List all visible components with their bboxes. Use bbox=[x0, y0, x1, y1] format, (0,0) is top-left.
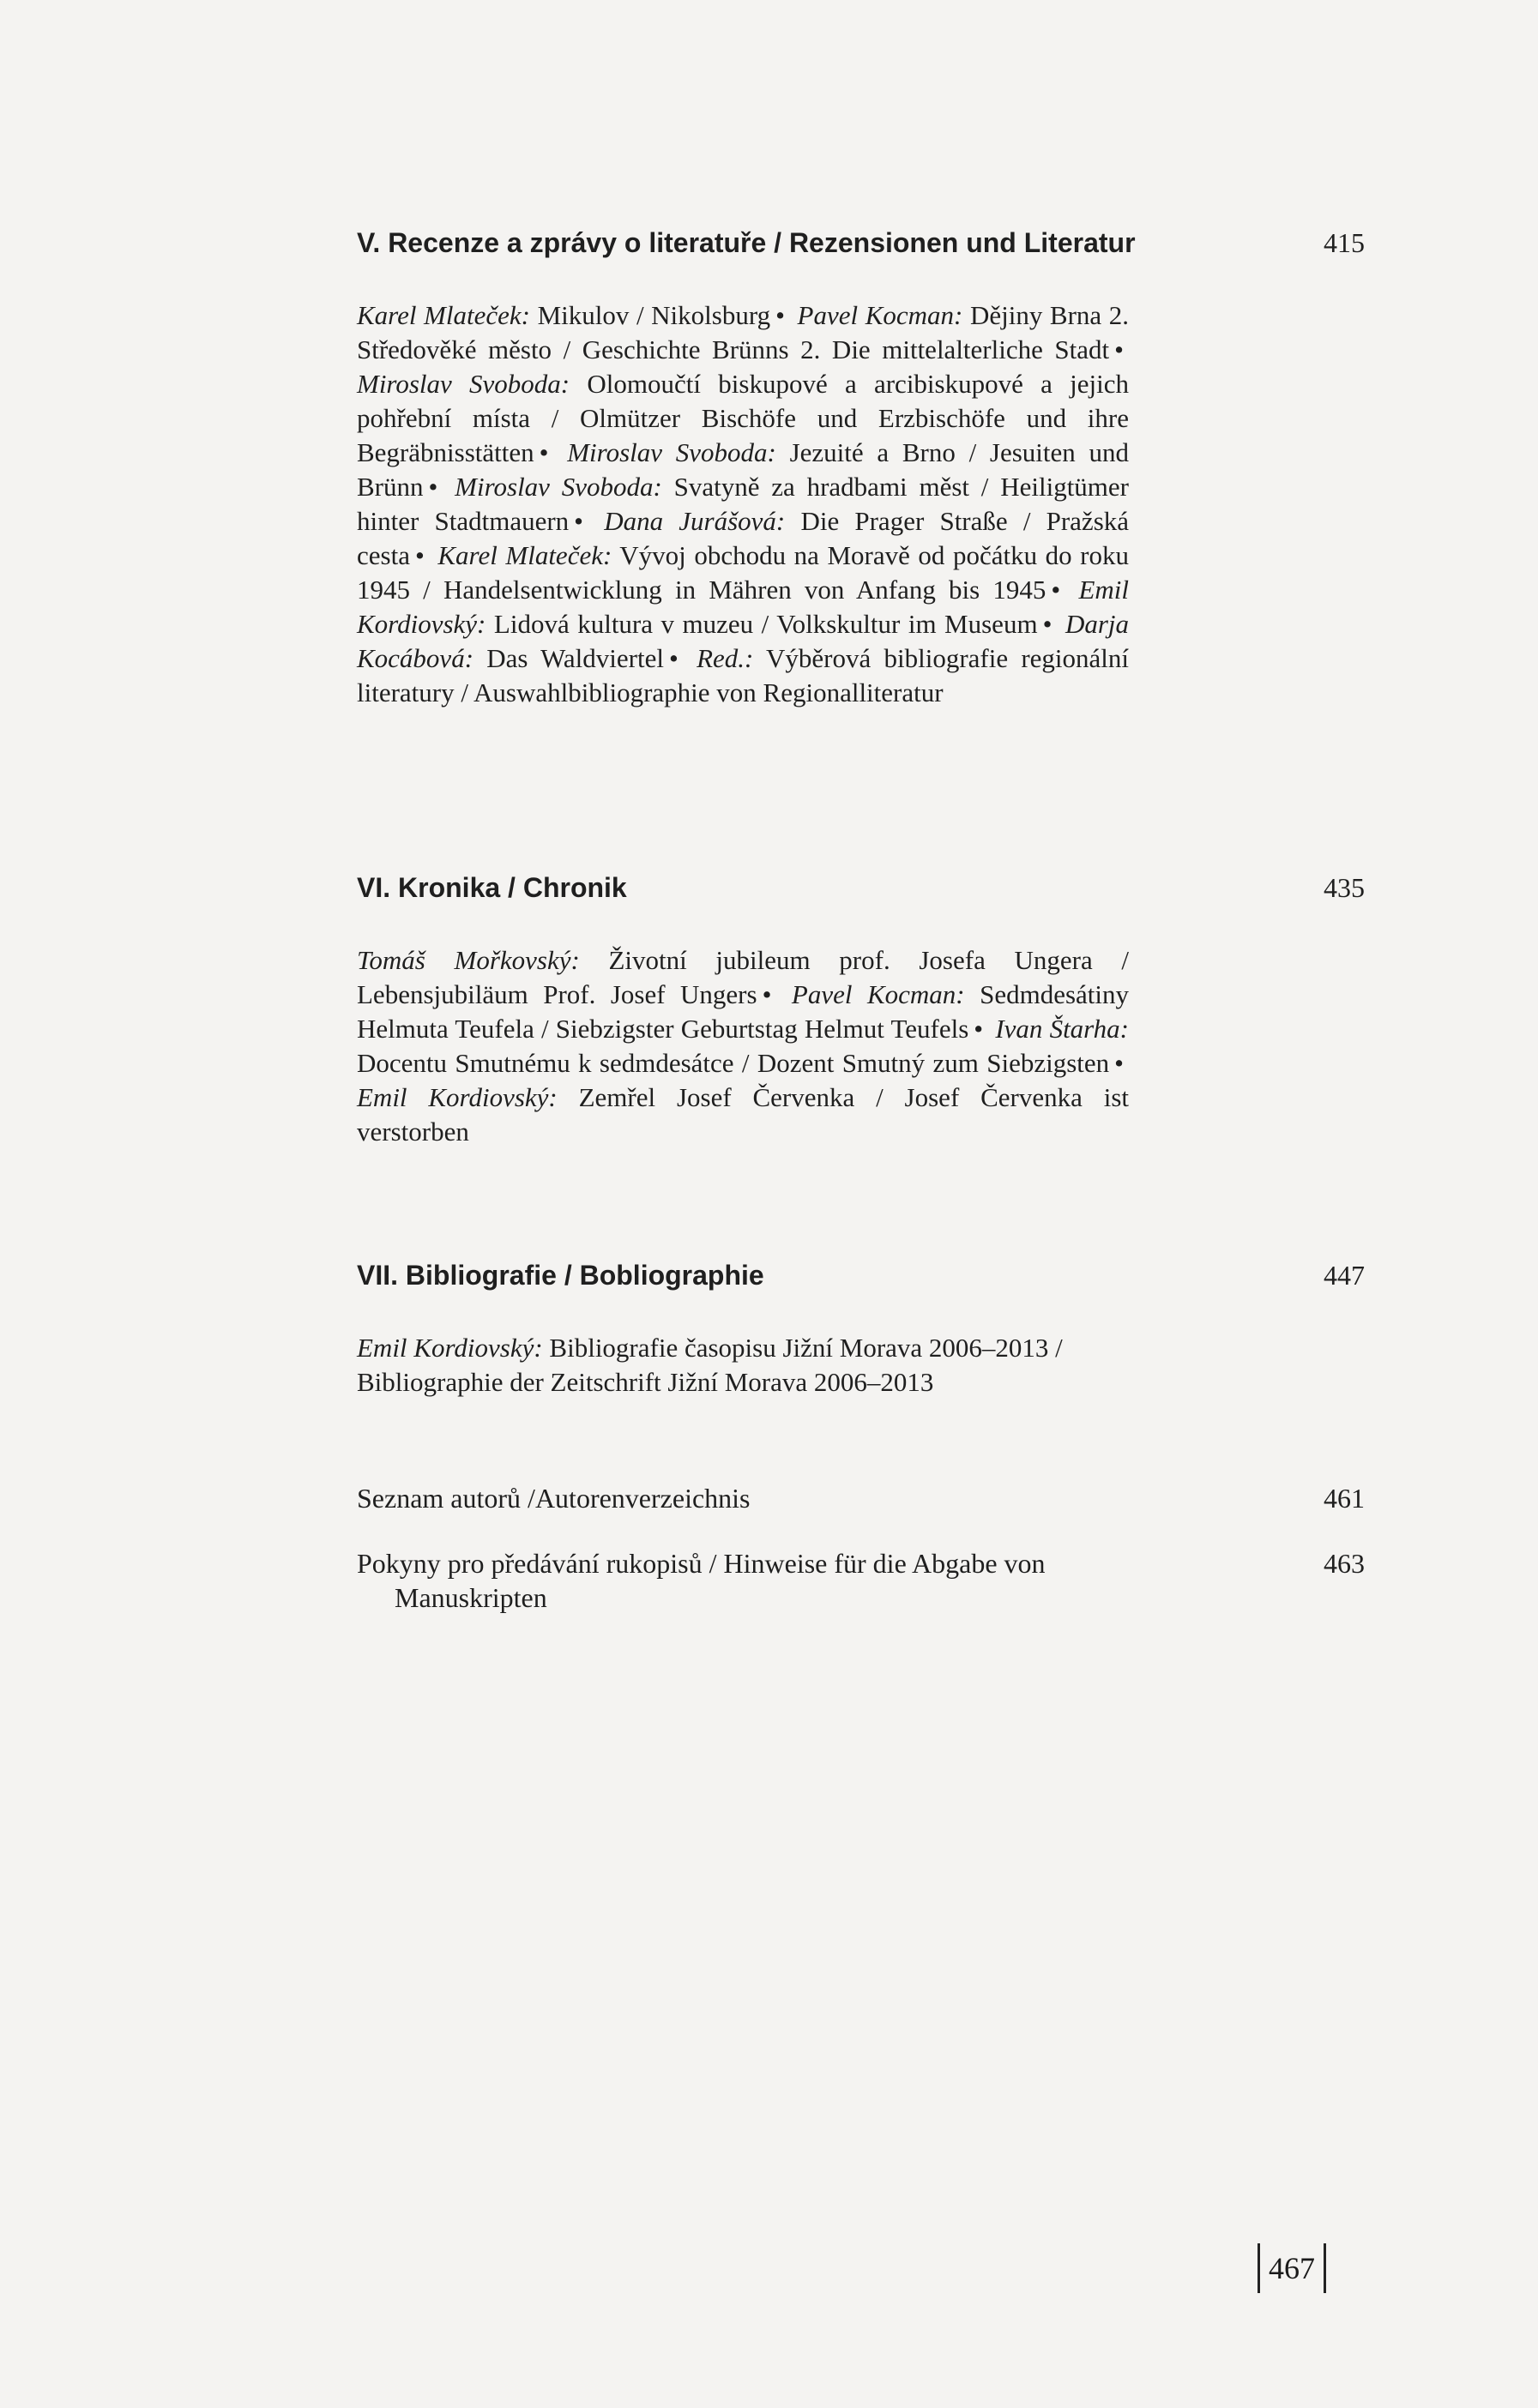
entry-title: Docentu Smutnému k sedmdesátce / Dozent Smutný zum Siebzigsten bbox=[357, 1048, 1110, 1078]
entry-title: Sedmdesátiny Helmuta Teufela / Siebzigster Geburtstag Helmut Teufels bbox=[357, 979, 1130, 1044]
bullet-separator: • bbox=[974, 1014, 984, 1044]
entry-author: Emil Kordiovský: bbox=[357, 1333, 543, 1363]
toc-entry-authors bbox=[357, 1481, 1365, 1515]
bullet-separator: • bbox=[1114, 1048, 1124, 1078]
entry-author: Karel Mlateček: bbox=[357, 300, 530, 330]
entry-author: Emil Kordiovský: bbox=[357, 575, 1129, 639]
entry-author: Pavel Kocman: bbox=[797, 300, 963, 330]
section-title: V. Recenze a zprávy o literatuře / Rezensionen und Literatur bbox=[357, 227, 1136, 258]
entry-title: Jezuité a Brno / Jesuiten und Brünn bbox=[357, 437, 1130, 502]
entry-title: Seznam autorů /Autorenverzeichnis bbox=[357, 1483, 751, 1514]
entry-title: Dějiny Brna 2. Středověké město / Geschichte Brünns 2. Die mittelalterliche Stadt bbox=[357, 300, 1130, 364]
entry-title: Olomoučtí biskupové a arcibiskupové a jejich pohřební místa / Olmützer Bischöfe und Erzbischöfe und ihre Begräbnisstätten bbox=[357, 369, 1130, 467]
entry-title: Výběrová bibliografie regionální literatury / Auswahlbibliographie von Regionalliteratur bbox=[357, 643, 1130, 707]
section-entries bbox=[357, 943, 1129, 1149]
entry-title: Pokyny pro předávání rukopisů / Hinweise für die Abgabe von Manuskripten bbox=[357, 1548, 1046, 1613]
bullet-separator: • bbox=[539, 437, 549, 467]
entry-page-number: 463 bbox=[1324, 1548, 1365, 1579]
section-entries bbox=[357, 298, 1129, 710]
section-entries bbox=[357, 1331, 1129, 1400]
entry-author: Ivan Štarha: bbox=[995, 1014, 1130, 1044]
bullet-separator: • bbox=[1042, 609, 1052, 639]
entry-author: Red.: bbox=[697, 643, 754, 673]
entry-author: Karel Mlateček: bbox=[437, 540, 612, 570]
entry-title: Zemřel Josef Červenka / Josef Červenka ist verstorben bbox=[357, 1082, 1130, 1147]
section-heading bbox=[357, 866, 1365, 909]
bullet-separator: • bbox=[775, 300, 785, 330]
section-page-number: 447 bbox=[1324, 1260, 1365, 1291]
entry-title: Svatyně za hradbami měst / Heiligtümer hinter Stadtmauern bbox=[357, 472, 1130, 536]
entry-title: Das Waldviertel bbox=[486, 643, 664, 673]
section-heading bbox=[357, 1254, 1365, 1297]
entry-author: Darja Kocábová: bbox=[357, 609, 1130, 673]
entry-title: Vývoj obchodu na Moravě od počátku do roku 1945 / Handelsentwicklung in Mähren von Anfang bis 1945 bbox=[357, 540, 1129, 605]
bullet-separator: • bbox=[668, 643, 679, 673]
folio-bar-left bbox=[1258, 2243, 1260, 2293]
toc-section-vi bbox=[357, 866, 1365, 1149]
bullet-separator: • bbox=[1051, 575, 1061, 605]
bullet-separator: • bbox=[574, 506, 584, 536]
entry-author: Miroslav Svoboda: bbox=[455, 472, 662, 502]
bullet-separator: • bbox=[428, 472, 438, 502]
entry-author: Tomáš Mořkovský: bbox=[357, 945, 580, 975]
toc-back-matter bbox=[357, 1481, 1365, 1615]
bullet-separator: • bbox=[1114, 334, 1124, 364]
folio-bar-right bbox=[1324, 2243, 1326, 2293]
section-page-number: 435 bbox=[1324, 872, 1365, 903]
entry-author: Emil Kordiovský: bbox=[357, 1082, 558, 1112]
entry-title: Lidová kultura v muzeu / Volkskultur im Museum bbox=[493, 609, 1038, 639]
entry-author: Miroslav Svoboda: bbox=[567, 437, 776, 467]
bullet-separator: • bbox=[762, 979, 772, 1009]
bullet-separator: • bbox=[414, 540, 425, 570]
entry-title: Die Prager Straße / Pražská cesta bbox=[357, 506, 1130, 570]
folio-number: 467 bbox=[1269, 2251, 1315, 2285]
toc-entry-manuscripts bbox=[357, 1546, 1365, 1615]
entry-author: Pavel Kocman: bbox=[791, 979, 965, 1009]
entry-author: Dana Jurášová: bbox=[604, 506, 786, 536]
entry-title: Životní jubileum prof. Josefa Ungera / Lebensjubiläum Prof. Josef Ungers bbox=[357, 945, 1129, 1009]
section-page-number: 415 bbox=[1324, 227, 1365, 258]
section-title: VI. Kronika / Chronik bbox=[357, 872, 627, 903]
section-title: VII. Bibliografie / Bobliographie bbox=[357, 1260, 764, 1291]
entry-page-number: 461 bbox=[1324, 1483, 1365, 1514]
entry-title: Bibliografie časopisu Jižní Morava 2006–2013 / Bibliographie der Zeitschrift Jižní Morava 2006–2013 bbox=[357, 1333, 1063, 1397]
toc-section-vii bbox=[357, 1254, 1365, 1400]
entry-author: Miroslav Svoboda: bbox=[357, 369, 570, 399]
section-heading bbox=[357, 221, 1365, 264]
entry-title: Mikulov / Nikolsburg bbox=[537, 300, 771, 330]
toc-section-v bbox=[357, 221, 1365, 710]
page-number-folio bbox=[1258, 2238, 1326, 2298]
